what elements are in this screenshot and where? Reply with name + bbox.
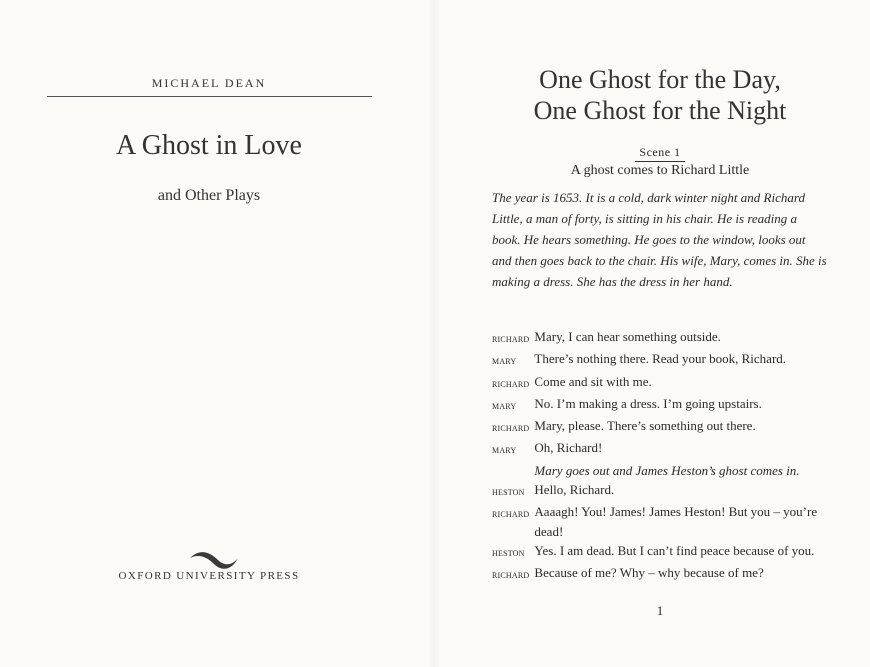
dialogue-line [492, 416, 827, 438]
speech-text: Yes. I am dead. But I can’t find peace because of you. [534, 542, 815, 558]
right-page [435, 0, 870, 667]
speech-text: Mary, please. There’s something out there. [534, 418, 756, 434]
play-title-line-2: One Ghost for the Night [533, 96, 787, 125]
scene-title: A ghost comes to Richard Little [570, 163, 750, 178]
speaker-name: RICHARD [492, 424, 530, 434]
speech-text: Hello, Richard. [534, 482, 615, 498]
book-title: A Ghost in Love [116, 130, 302, 161]
speaker-name: HESTON [492, 488, 525, 498]
stage-direction-text: Mary goes out and James Heston’s ghost comes in. [534, 462, 800, 478]
speaker-name: RICHARD [492, 379, 530, 389]
speech-text: Mary, I can hear something outside. [534, 329, 721, 344]
dialogue-line [492, 438, 827, 460]
title-rule [47, 96, 372, 97]
speaker-name: HESTON [492, 548, 525, 558]
dialogue-line [492, 349, 827, 371]
dialogue-line [492, 563, 827, 585]
speaker-name: MARY [492, 357, 517, 367]
speech-text: Because of me? Why – why because of me? [534, 565, 764, 581]
dialogue-line [492, 480, 827, 502]
dialogue-line [492, 327, 827, 349]
stage-direction-line [492, 461, 827, 480]
left-page [0, 0, 430, 667]
scene-label-text: Scene 1 [635, 145, 684, 162]
speech-text: Aaaagh! You! James! James Heston! But you – you’re dead! [534, 504, 818, 539]
play-title [495, 64, 825, 126]
play-title-line-1: One Ghost for the Day, [539, 65, 781, 94]
speech-text: Oh, Richard! [534, 440, 603, 456]
speaker-name: RICHARD [492, 335, 530, 344]
scene-label [495, 145, 825, 162]
book-subtitle: and Other Plays [157, 187, 261, 204]
opening-stage-direction: The year is 1653. It is a cold, dark winter night and Richard Little, a man of forty, is sitting in his chair. He is reading a book. He hears something. He goes to the window, looks out and then goes back to the chair. His wife, Mary, comes in. She is making a dress. She has the dress in her hand. [492, 190, 827, 289]
speaker-name: MARY [492, 446, 517, 456]
author-name: MICHAEL DEAN [151, 76, 267, 90]
dialogue-line [492, 394, 827, 416]
dialogue [492, 327, 827, 586]
speech-text: Come and sit with me. [534, 373, 652, 389]
speaker-name: RICHARD [492, 571, 530, 581]
dialogue-line [492, 372, 827, 394]
page-number: 1 [656, 603, 664, 618]
dialogue-line [492, 502, 827, 541]
publisher-name: OXFORD UNIVERSITY PRESS [118, 570, 300, 582]
speaker-name: MARY [492, 401, 517, 411]
speech-text: There’s nothing there. Read your book, Richard. [534, 351, 787, 367]
dialogue-line [492, 541, 827, 563]
speech-text: No. I’m making a dress. I’m going upstairs. [534, 395, 762, 411]
speaker-name: RICHARD [492, 510, 530, 520]
